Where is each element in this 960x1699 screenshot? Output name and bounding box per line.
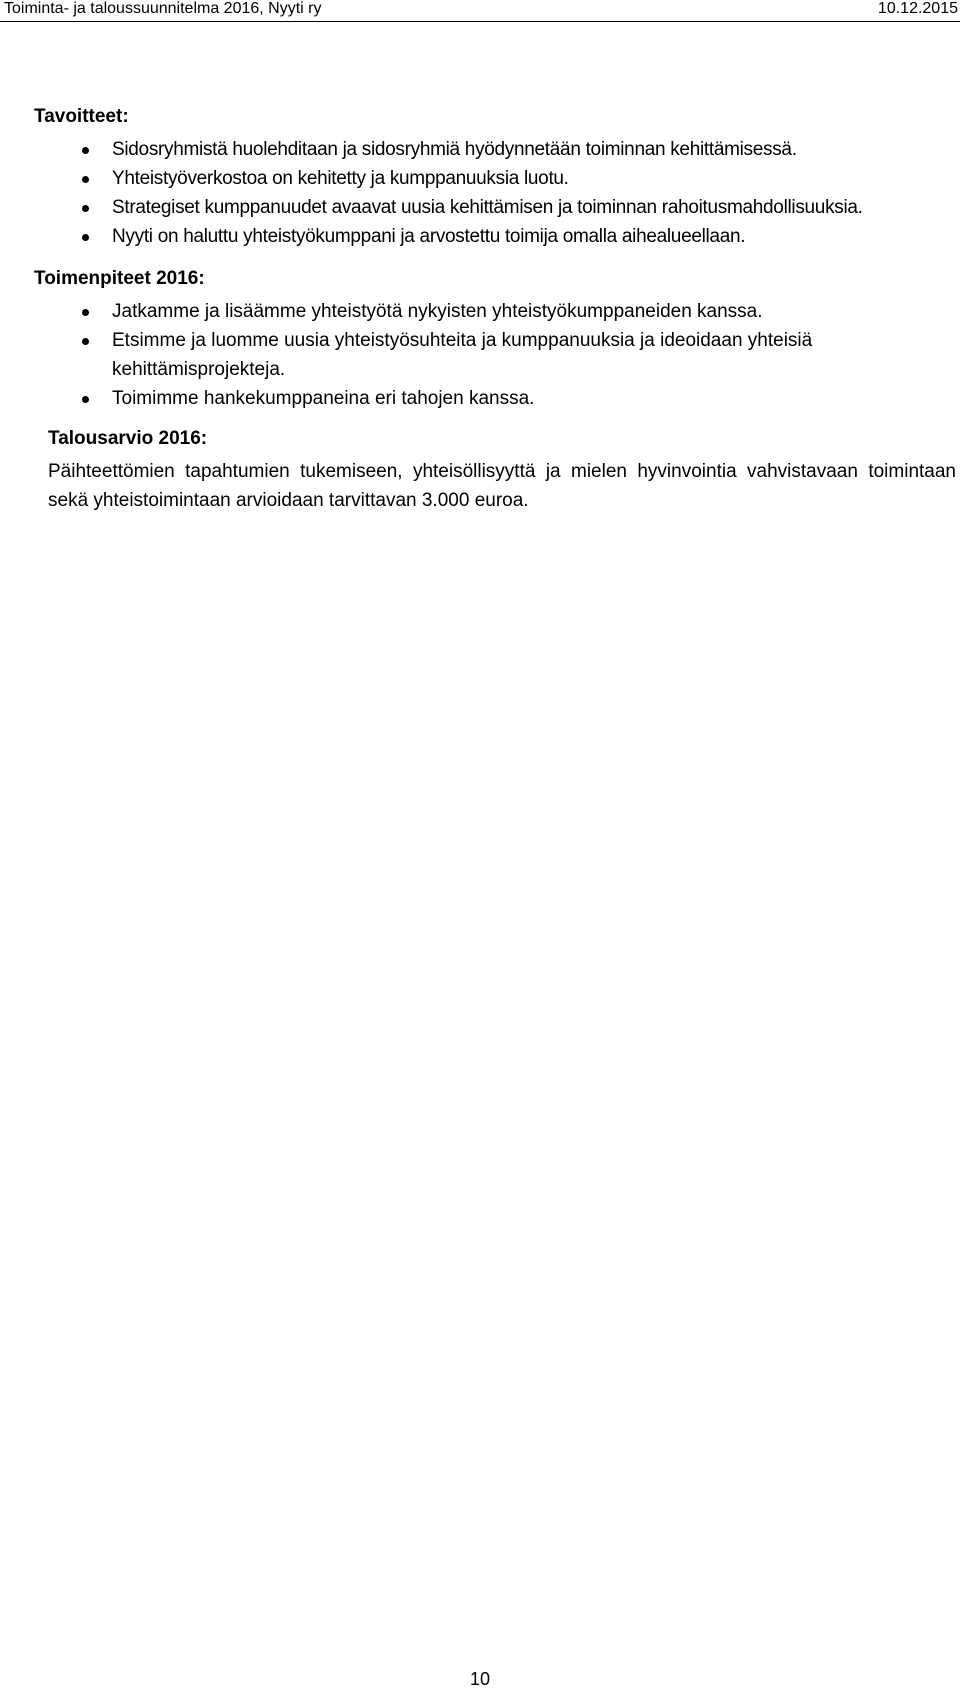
action-item-3: Toimimme hankekumppaneina eri tahojen kanssa.	[34, 384, 956, 413]
budget-paragraph: Päihteettömien tapahtumien tukemiseen, yhteisöllisyyttä ja mielen hyvinvointia vahvistavaan toimintaan sekä yhteistoimintaan arvioidaan tarvittavan 3.000 euroa.	[48, 461, 956, 511]
bullet-icon	[82, 309, 89, 316]
goal-item-4: Nyyti on haluttu yhteistyökumppani ja arvostettu toimija omalla aihealueellaan.	[34, 222, 956, 251]
actions-list	[34, 297, 956, 413]
goals-heading: Tavoitteet:	[34, 106, 129, 127]
bullet-icon	[82, 338, 89, 345]
page-content	[34, 105, 956, 515]
bullet-icon	[82, 234, 89, 241]
bullet-icon	[82, 205, 89, 212]
document-title: Toiminta- ja taloussuunnitelma 2016, Nyyti ry	[4, 0, 322, 17]
page-header	[0, 0, 960, 22]
action-item-1: Jatkamme ja lisäämme yhteistyötä nykyisten yhteistyökumppaneiden kanssa.	[34, 297, 956, 326]
goals-list	[34, 135, 956, 251]
action-item-2: Etsimme ja luomme uusia yhteistyösuhteita ja kumppanuuksia ja ideoidaan yhteisiä kehittämisprojekteja.	[34, 326, 956, 384]
bullet-icon	[82, 147, 89, 154]
bullet-icon	[82, 396, 89, 403]
document-date: 10.12.2015	[877, 0, 958, 17]
goal-item-3: Strategiset kumppanuudet avaavat uusia kehittämisen ja toiminnan rahoitusmahdollisuuksia.	[34, 193, 956, 222]
goal-item-1: Sidosryhmistä huolehditaan ja sidosryhmiä hyödynnetään toiminnan kehittämisessä.	[34, 135, 956, 164]
actions-heading: Toimenpiteet 2016:	[34, 268, 205, 289]
page-number: 10	[469, 1669, 491, 1689]
budget-heading: Talousarvio 2016:	[48, 428, 208, 449]
goal-item-2: Yhteistyöverkostoa on kehitetty ja kumppanuuksia luotu.	[34, 164, 956, 193]
bullet-icon	[82, 176, 89, 183]
